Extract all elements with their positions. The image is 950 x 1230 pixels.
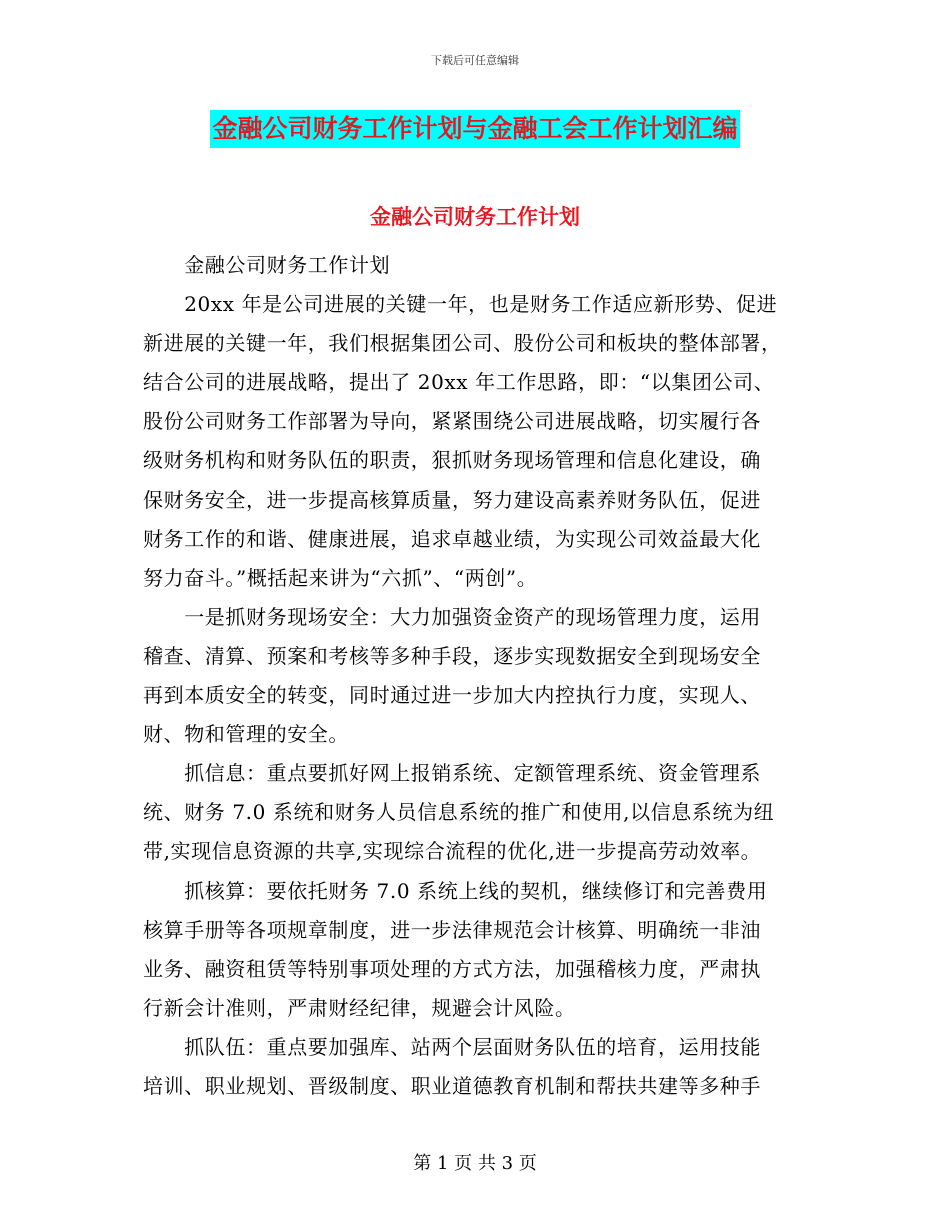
section-title: 金融公司财务工作计划 [370,205,580,229]
page-footer: 第 1 页 共 3 页 [413,1153,537,1174]
body-line: 培训、职业规划、晋级制度、职业道德教育机制和帮扶共建等多种手 [143,1073,761,1098]
document-title: 金融公司财务工作计划与金融工会工作计划汇编 [210,110,739,148]
body-line: 努力奋斗。”概括起来讲为“六抓”、“两创”。 [143,565,538,590]
body-line: 股份公司财务工作部署为导向，紧紧围绕公司进展战略，切实履行各 [143,409,761,434]
body-line: 保财务安全，进一步提高核算质量，努力建设高素养财务队伍，促进 [143,487,761,512]
body-line: 抓信息：重点要抓好网上报销系统、定额管理系统、资金管理系 [143,761,761,786]
page-header-note: 下载后可任意编辑 [431,54,519,67]
body-line: 结合公司的进展战略，提出了 20xx 年工作思路，即：“以集团公司、 [143,370,775,395]
body-line: 级财务机构和财务队伍的职责，狠抓财务现场管理和信息化建设，确 [143,448,761,473]
body-line: 稽查、清算、预案和考核等多种手段，逐步实现数据安全到现场安全 [143,643,761,668]
body-line: 统、财务 7.0 系统和财务人员信息系统的推广和使用,以信息系统为纽 [143,800,775,825]
body-line: 新进展的关键一年，我们根据集团公司、股份公司和板块的整体部署， [143,331,782,356]
document-title-container [0,110,950,148]
body-line: 带,实现信息资源的共享,实现综合流程的优化,进一步提高劳动效率。 [143,839,762,864]
body-line: 金融公司财务工作计划 [143,253,391,277]
body-line: 抓核算：要依托财务 7.0 系统上线的契机，继续修订和完善费用 [143,878,768,903]
body-line: 行新会计准则，严肃财经纪律，规避会计风险。 [143,995,576,1020]
document-body [143,246,808,1106]
body-line: 再到本质安全的转变，同时通过进一步加大内控执行力度，实现人、 [143,683,761,708]
body-line: 核算手册等各项规章制度，进一步法律规范会计核算、明确统一非油 [143,917,761,942]
body-line: 一是抓财务现场安全：大力加强资金资产的现场管理力度，运用 [143,604,761,629]
body-line: 财务工作的和谐、健康进展，追求卓越业绩，为实现公司效益最大化 [143,526,761,551]
body-line: 抓队伍：重点要加强库、站两个层面财务队伍的培育，运用技能 [143,1034,761,1059]
body-line: 业务、融资租赁等特别事项处理的方式方法，加强稽核力度，严肃执 [143,956,761,981]
body-line: 20xx 年是公司进展的关键一年，也是财务工作适应新形势、促进 [143,292,778,317]
body-line: 财、物和管理的安全。 [143,722,349,747]
